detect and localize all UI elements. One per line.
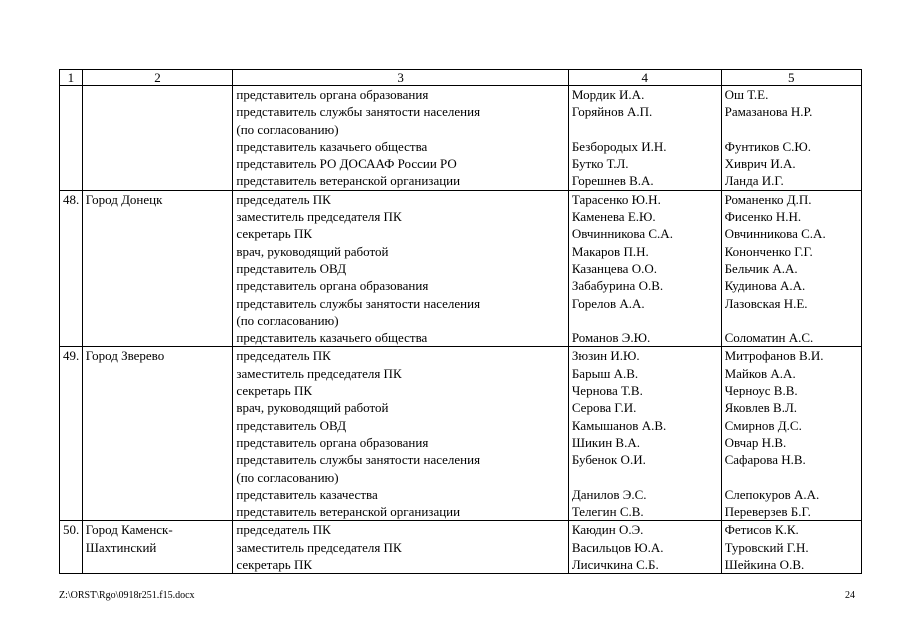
- role-cell: [233, 190, 568, 347]
- role-text: председатель ПК: [236, 348, 331, 364]
- role-text: представитель казачества: [236, 486, 378, 502]
- reserve-member-name: [725, 312, 858, 329]
- main-member-name: Зюзин И.Ю.: [571, 348, 640, 364]
- main-member-name: Телегин С.В.: [571, 504, 644, 520]
- reserve-member-name: Смирнов Д.С.: [724, 417, 802, 433]
- role-cell: [233, 347, 568, 521]
- main-member-name: Каюдин О.Э.: [571, 522, 644, 538]
- reserve-member-name: Яковлев В.Л.: [724, 400, 798, 416]
- main-member-name: Шикин В.А.: [571, 434, 640, 450]
- city-cell: [82, 190, 233, 347]
- reserve-member-name: Соломатин А.С.: [724, 330, 814, 346]
- main-member-name: Тарасенко Ю.Н.: [571, 191, 661, 207]
- role-text: председатель ПК: [236, 522, 331, 538]
- main-member-name: Данилов Э.С.: [571, 486, 647, 502]
- reserve-member-name: Овчар Н.В.: [724, 434, 787, 450]
- reserve-member-name: Рамазанова Н.Р.: [724, 104, 813, 120]
- role-text: представитель службы занятости населения: [236, 295, 481, 311]
- main-member-name: Каменева Е.Ю.: [571, 209, 656, 225]
- role-text: представитель казачьего общества: [236, 138, 428, 154]
- main-member-cell: [568, 521, 721, 574]
- main-member-name: Горелов А.А.: [571, 295, 645, 311]
- reserve-member-name: Майков А.А.: [724, 365, 796, 381]
- city-cell: [82, 347, 233, 521]
- role-text: (по согласованию): [236, 312, 339, 328]
- table-row: [60, 86, 862, 191]
- role-text: заместитель председателя ПК: [236, 365, 402, 381]
- city-cell: [82, 86, 233, 191]
- reserve-member-name: Черноус В.В.: [724, 383, 798, 399]
- main-member-name: Горешнев В.А.: [571, 173, 654, 189]
- main-member-name: Овчинникова С.А.: [571, 226, 673, 242]
- reserve-member-name: Кудинова А.А.: [724, 278, 806, 294]
- reserve-member-name: Фетисов К.К.: [724, 522, 799, 538]
- table-body: [60, 86, 862, 574]
- main-member-name: Романов Э.Ю.: [571, 330, 651, 346]
- reserve-member-name: Ош Т.Е.: [724, 87, 769, 102]
- role-text: представитель органа образования: [236, 278, 429, 294]
- table-header: [60, 70, 862, 86]
- main-member-name: Бубенок О.И.: [571, 452, 646, 468]
- reserve-member-cell: [721, 521, 861, 574]
- role-text: представитель казачьего общества: [236, 330, 428, 346]
- role-text: председатель ПК: [236, 191, 331, 207]
- role-text: (по согласованию): [236, 121, 339, 137]
- main-member-name: Камышанов А.В.: [571, 417, 667, 433]
- main-member-cell: [568, 347, 721, 521]
- row-number: 50.: [60, 521, 83, 574]
- table-row: [60, 347, 862, 521]
- reserve-member-name: Ланда И.Г.: [724, 173, 784, 189]
- main-member-name: [572, 121, 718, 138]
- header-col-1: 1: [60, 70, 83, 86]
- main-member-cell: [568, 86, 721, 191]
- table-row: [60, 521, 862, 574]
- main-member-name: Васильцов Ю.А.: [571, 539, 664, 555]
- reserve-member-name: [725, 469, 858, 486]
- row-number: 48.: [60, 190, 83, 347]
- role-text: представитель службы занятости населения: [236, 104, 481, 120]
- main-member-name: Бутко Т.Л.: [571, 156, 629, 172]
- commission-table: [59, 69, 862, 574]
- city-name: Город Донецк: [85, 191, 163, 207]
- role-text: представитель ветеранской организации: [236, 173, 461, 189]
- reserve-member-name: Туровский Г.Н.: [724, 539, 809, 555]
- role-text: представитель службы занятости населения: [236, 452, 481, 468]
- role-text: врач, руководящий работой: [236, 243, 389, 259]
- role-text: представитель ОВД: [236, 417, 347, 433]
- main-member-name: Макаров П.Н.: [571, 243, 649, 259]
- main-member-name: Барыш А.В.: [571, 365, 639, 381]
- city-name: Город Зверево: [85, 348, 165, 364]
- role-cell: [233, 521, 568, 574]
- reserve-member-name: Слепокуров А.А.: [724, 486, 820, 502]
- main-member-name: Безбородых И.Н.: [571, 138, 667, 154]
- role-text: секретарь ПК: [236, 226, 313, 242]
- main-member-name: Серова Г.И.: [571, 400, 637, 416]
- reserve-member-name: Сафарова Н.В.: [724, 452, 806, 468]
- reserve-member-name: Митрофанов В.И.: [724, 348, 824, 364]
- main-member-cell: [568, 190, 721, 347]
- role-text: представитель ОВД: [236, 260, 347, 276]
- reserve-member-name: Хиврич И.А.: [724, 156, 796, 172]
- reserve-member-name: Шейкина О.В.: [724, 557, 805, 573]
- reserve-member-name: Романенко Д.П.: [724, 191, 812, 207]
- role-text: заместитель председателя ПК: [236, 209, 402, 225]
- reserve-member-cell: [721, 86, 861, 191]
- role-text: (по согласованию): [236, 469, 339, 485]
- reserve-member-cell: [721, 347, 861, 521]
- role-text: секретарь ПК: [236, 557, 313, 573]
- main-member-name: Мордик И.А.: [571, 87, 645, 102]
- reserve-member-name: Конончeнко Г.Г.: [724, 243, 813, 259]
- main-member-name: Забабурина О.В.: [571, 278, 664, 294]
- reserve-member-name: Фисенко Н.Н.: [724, 209, 802, 225]
- main-member-name: Казанцева О.О.: [571, 260, 657, 276]
- row-number: [60, 86, 83, 191]
- role-text: представитель органа образования: [236, 434, 429, 450]
- main-member-name: Чернова Т.В.: [571, 383, 643, 399]
- reserve-member-name: Переверзев Б.Г.: [724, 504, 811, 520]
- header-row: [60, 70, 862, 86]
- reserve-member-name: [725, 121, 858, 138]
- city-name: Шахтинский: [85, 539, 157, 555]
- role-text: представитель РО ДОСААФ России РО: [236, 156, 457, 172]
- reserve-member-cell: [721, 190, 861, 347]
- main-member-name: Горяйнов А.П.: [571, 104, 653, 120]
- main-member-name: [572, 312, 718, 329]
- footer-file-path: Z:\ORST\Rgo\0918r251.f15.docx: [59, 590, 195, 601]
- footer-page-number: 24: [845, 590, 855, 601]
- row-number: 49.: [60, 347, 83, 521]
- main-member-name: Лисичкина С.Б.: [571, 557, 659, 573]
- role-text: представитель органа образования: [236, 87, 429, 102]
- reserve-member-name: Лазовская Н.Е.: [724, 295, 808, 311]
- main-member-name: [572, 469, 718, 486]
- city-name: Город Каменск-: [85, 522, 173, 538]
- reserve-member-name: Овчинникова С.А.: [724, 226, 826, 242]
- reserve-member-name: Фунтиков С.Ю.: [724, 138, 812, 154]
- header-col-4: 4: [568, 70, 721, 86]
- role-text: представитель ветеранской организации: [236, 504, 461, 520]
- header-col-5: 5: [721, 70, 861, 86]
- role-text: врач, руководящий работой: [236, 400, 389, 416]
- city-cell: [82, 521, 233, 574]
- reserve-member-name: Бельчик А.А.: [724, 260, 798, 276]
- header-col-2: 2: [82, 70, 233, 86]
- role-text: секретарь ПК: [236, 383, 313, 399]
- header-col-3: 3: [233, 70, 568, 86]
- role-text: заместитель председателя ПК: [236, 539, 402, 555]
- role-cell: [233, 86, 568, 191]
- table-row: [60, 190, 862, 347]
